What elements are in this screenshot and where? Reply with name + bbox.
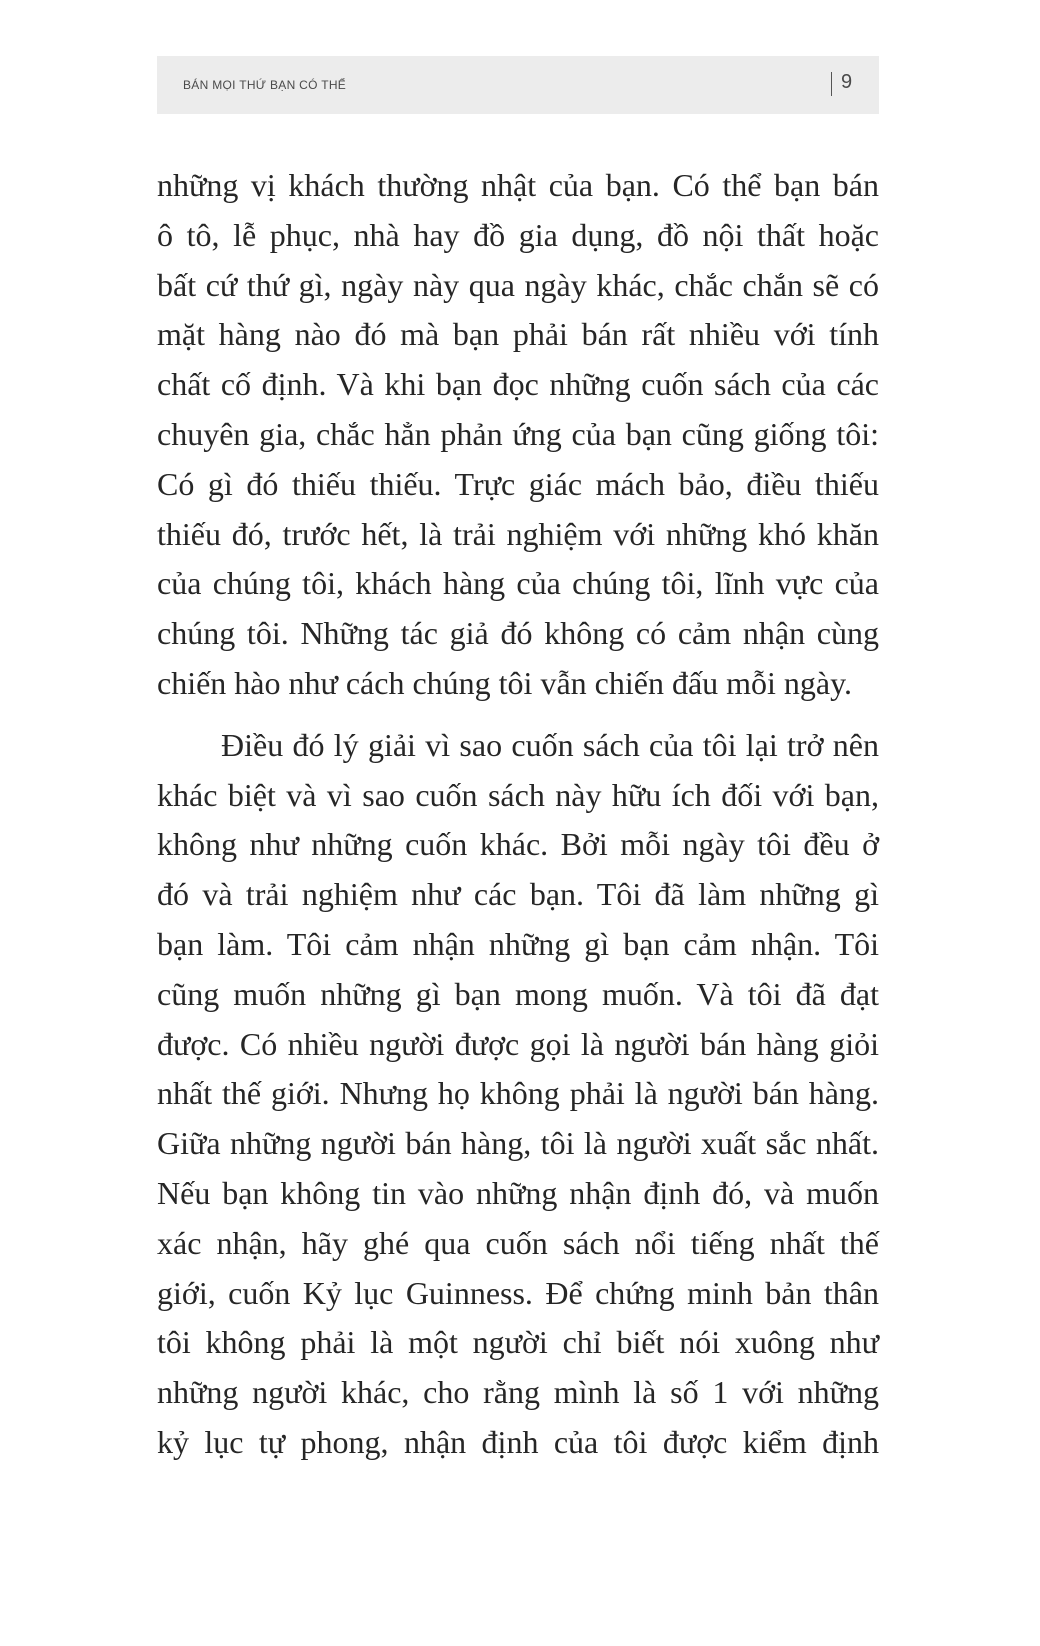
paragraph-2 bbox=[157, 721, 879, 1468]
text-line: mặt hàng nào đó mà bạn phải bán rất nhiều với tính bbox=[157, 316, 879, 353]
text-line: được. Có nhiều người được gọi là người bán hàng giỏi bbox=[157, 1025, 879, 1062]
text-line: Có gì đó thiếu thiếu. Trực giác mách bảo, điều thiếu bbox=[157, 465, 879, 502]
running-header-title: BÁN MỌI THỨ BẠN CÓ THỂ bbox=[183, 78, 347, 92]
text-line: bạn làm. Tôi cảm nhận những gì bạn cảm nhận. Tôi bbox=[157, 925, 879, 962]
text-line: khác biệt và vì sao cuốn sách này hữu ích đối với bạn, bbox=[157, 776, 879, 813]
text-line: giới, cuốn Kỷ lục Guinness. Để chứng minh bản thân bbox=[157, 1274, 879, 1311]
text-line: ô tô, lễ phục, nhà hay đồ gia dụng, đồ nội thất hoặc bbox=[157, 216, 879, 253]
text-line: tôi không phải là một người chỉ biết nói xuông như bbox=[157, 1324, 879, 1361]
text-line: Điều đó lý giải vì sao cuốn sách của tôi lại trở nên bbox=[221, 726, 879, 763]
text-line: đó và trải nghiệm như các bạn. Tôi đã làm những gì bbox=[157, 876, 879, 913]
text-line: kỷ lục tự phong, nhận định của tôi được kiểm định bbox=[157, 1423, 879, 1460]
text-line: chất cố định. Và khi bạn đọc những cuốn sách của các bbox=[157, 366, 879, 403]
text-line: Giữa những người bán hàng, tôi là người xuất sắc nhất. bbox=[157, 1125, 879, 1162]
page-number: 9 bbox=[841, 71, 853, 93]
text-line: những vị khách thường nhật của bạn. Có thể bạn bán bbox=[157, 167, 879, 203]
text-line: những người khác, cho rằng mình là số 1 với những bbox=[157, 1374, 879, 1411]
text-line: chiến hào như cách chúng tôi vẫn chiến đấu mỗi ngày. bbox=[157, 664, 853, 701]
text-line: chúng tôi. Những tác giả đó không có cảm nhận cùng bbox=[157, 615, 879, 652]
paragraph-1 bbox=[157, 161, 879, 709]
text-line: chuyên gia, chắc hẳn phản ứng của bạn cũng giống tôi: bbox=[157, 415, 879, 452]
running-header bbox=[157, 56, 879, 114]
text-line: bất cứ thứ gì, ngày này qua ngày khác, chắc chắn sẽ có bbox=[157, 266, 879, 303]
body-text bbox=[157, 161, 879, 1468]
text-line: thiếu đó, trước hết, là trải nghiệm với những khó khăn bbox=[157, 515, 879, 552]
header-divider bbox=[831, 72, 832, 96]
text-line: không như những cuốn khác. Bởi mỗi ngày tôi đều ở bbox=[157, 826, 879, 863]
text-line: của chúng tôi, khách hàng của chúng tôi, lĩnh vực của bbox=[157, 565, 879, 602]
text-line: cũng muốn những gì bạn mong muốn. Và tôi đã đạt bbox=[157, 975, 879, 1012]
text-line: xác nhận, hãy ghé qua cuốn sách nổi tiếng nhất thế bbox=[157, 1224, 879, 1261]
text-line: nhất thế giới. Nhưng họ không phải là người bán hàng. bbox=[157, 1075, 879, 1112]
text-line: Nếu bạn không tin vào những nhận định đó, và muốn bbox=[157, 1174, 879, 1211]
